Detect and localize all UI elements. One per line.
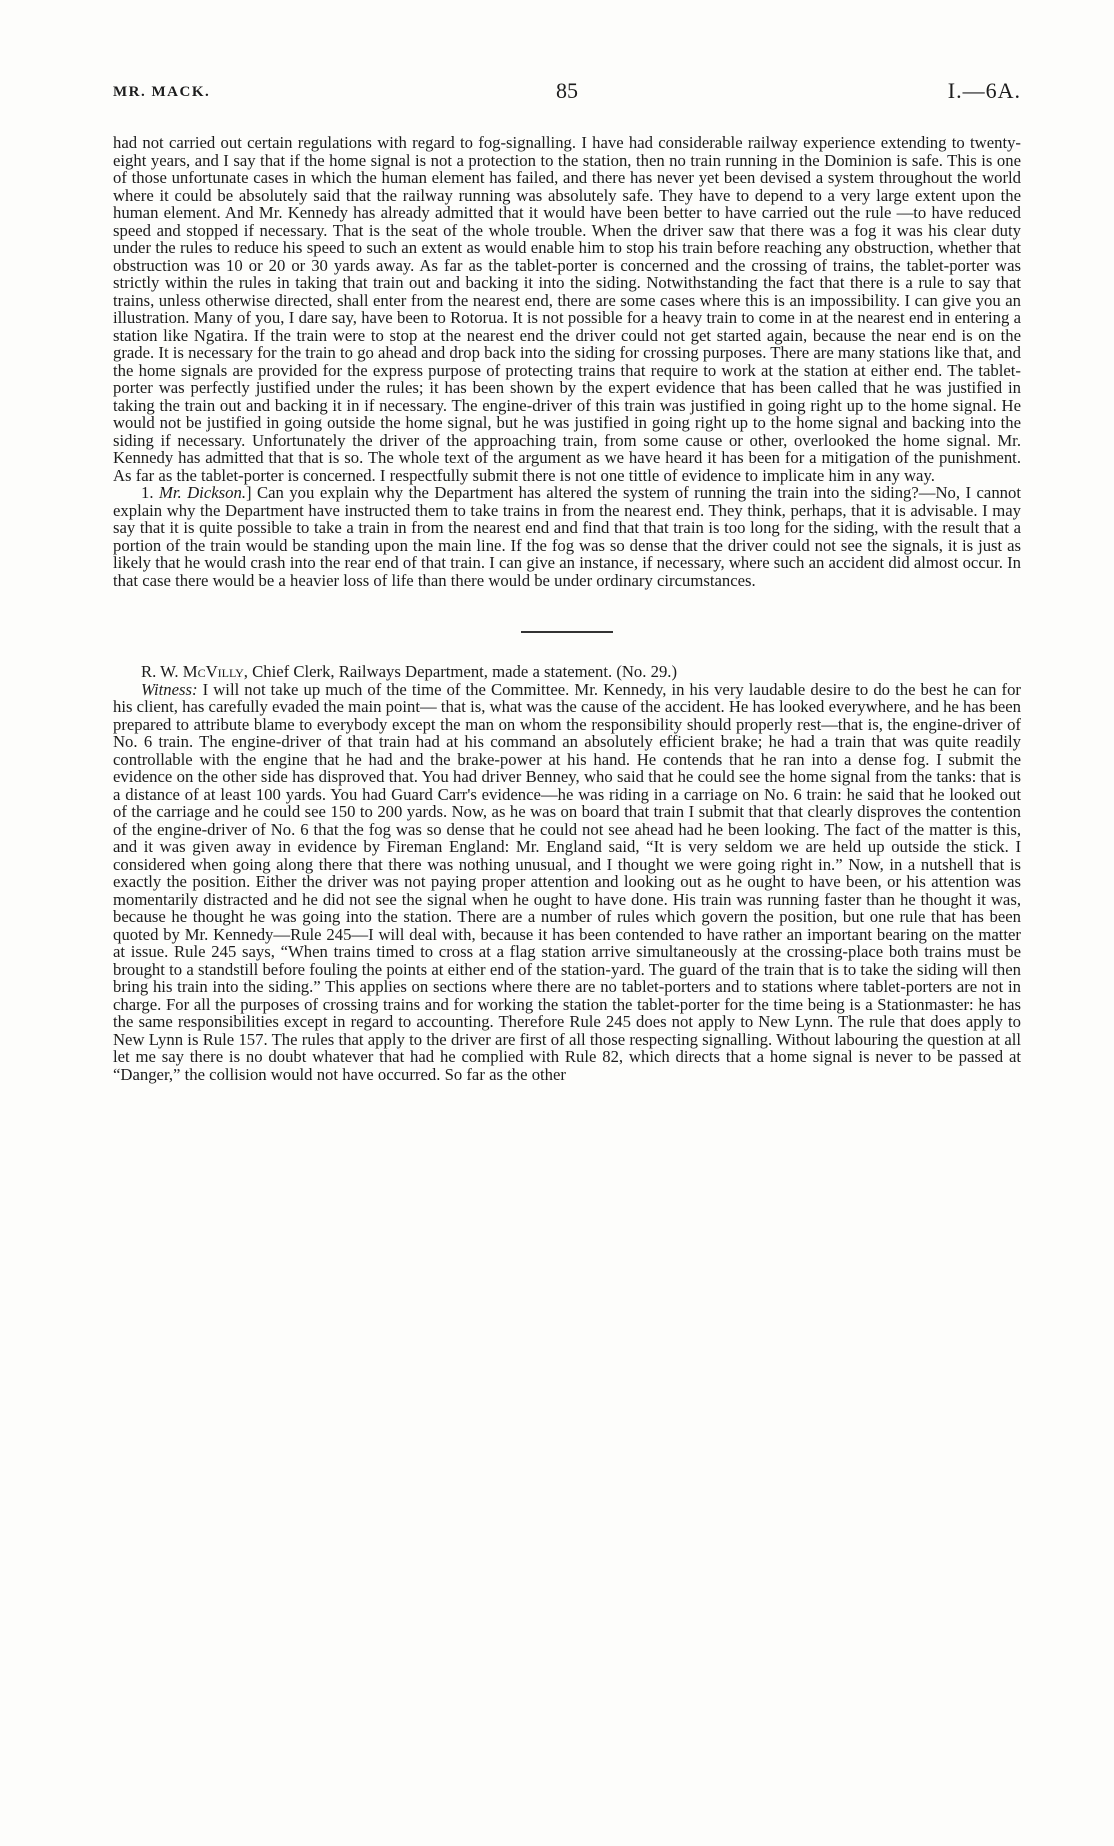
question-number: 1. [141,483,159,502]
witness-statement-text: I will not take up much of the time of the Committee. Mr. Kennedy, in his very laudable desire to do the best he can for his client, has carefully evaded the main point— that is, what was the cause of the accident. He has looked everywhere, and he has been prepared to attribute blame to everybody except the man on whom the responsibility should properly rest—that is, the engine-driver of No. 6 train. The engine-driver of that train had at his command an absolutely efficient brake; he had a train that was quite readily controllable with the engine that he had and the brake-power at his hand. He contends that he ran into a dense fog. I submit the evidence on the other side has disproved that. You had driver Benney, who said that he could see the home signal from the tanks: that is a distance of at least 100 yards. You had Guard Carr's evidence—he was riding in a carriage on No. 6 train: he said that he looked out of the carriage and he could see 150 to 200 yards. Now, as he was on board that train I submit that that clearly disproves the contention of the engine-driver of No. 6 that the fog was so dense that he could not see ahead had he been looking. The fact of the matter is this, and it was given away in evidence by Fireman England: Mr. England said, “It is very seldom we are held up outside the stick. I considered when going along there that there was nothing unusual, and I thought we were going right in.” Now, in a nutshell that is exactly the position. Either the driver was not paying proper attention and looking out as he ought to have been, or his attention was momentarily distracted and he did not see the signal when he ought to have done. His train was running faster than he thought it was, because he thought he was going into the station. There are a number of rules which govern the position, but one rule that has been quoted by Mr. Kennedy—Rule 245—I will deal with, because it has been contended to have rather an important bearing on the matter at issue. Rule 245 says, “When trains timed to cross at a flag station arrive simultaneously at the crossing-place both trains must be brought to a standstill before fouling the points at either end of the station-yard. The guard of the train that is to take the siding will then bring his train into the siding.” This applies on sections where there are no tablet-porters and to stations where tablet-porters are not in charge. For all the purposes of crossing trains and for working the station the tablet-porter for the time being is a Stationmaster: he has the same responsibilities except in regard to accounting. Therefore Rule 245 does not apply to New Lynn. The rule that does apply to New Lynn is Rule 157. The rules that apply to the driver are first of all those respecting signalling. Without labouring the question at all let me say there is no doubt whatever that had he complied with Rule 82, which directs that a home signal is never to be passed at “Danger,” the collision would not have occurred. So far as the other [113,679,1021,1084]
section-divider [521,631,613,633]
witness-statement [113,681,1021,1084]
speaker-description: Chief Clerk, Railways Department, made a statement. (No. 29.) [247,662,678,681]
speaker-name: R. W. McVilly, [141,662,248,681]
statement-heading [113,663,1021,681]
question-answer: ] Can you explain why the Department has altered the system of running the train into the siding?—No, I cannot explain why the Department have instructed them to take trains in from the nearest end. They think, perhaps, that it is advisable. I may say that it is quite possible to take a train in from the nearest end and find that that train is too long for the siding, with the result that a portion of the train would be standing upon the main line. If the fog was so dense that the driver could not see the signals, it is just as likely that he would crash into the rear end of that train. I can give an instance, if necessary, where such an accident did almost occur. In that case there would be a heavier loss of life than there would be under ordinary circumstances. [113,483,1021,590]
header-witness-name: MR. MACK. [113,84,211,100]
witness-label: Witness: [141,679,198,699]
page-header [113,78,1021,108]
question-speaker: Mr. Dickson. [158,483,246,502]
document-reference: I.—6A. [947,78,1021,103]
argument-paragraph: had not carried out certain regulations with regard to fog-signalling. I have had considerable railway experience extending to twenty-eight years, and I say that if the home signal is not a protection to the station, then no train running in the Dominion is safe. This is one of those unfortunate cases in which the human element has failed, and there has never yet been devised a system throughout the world where it could be absolutely said that the railway running was absolutely safe. They have to depend to a very large extent upon the human element. And Mr. Kennedy has already admitted that it would have been better to have carried out the rule —to have reduced speed and stopped if necessary. That is the seat of the whole trouble. When the driver saw that there was a fog it was his clear duty under the rules to reduce his speed to such an extent as would enable him to stop his train before reaching any obstruction, whether that obstruction was 10 or 20 or 30 yards away. As far as the tablet-porter is concerned and the crossing of trains, the tablet-porter was strictly within the rules in taking that train out and backing it into the siding. Notwithstanding the fact that there is a rule to say that trains, unless otherwise directed, shall enter from the nearest end, there are some cases where this is an impossibility. I can give you an illustration. Many of you, I dare say, have been to Rotorua. It is not possible for a heavy train to come in at the nearest end in entering a station like Ngatira. If the train were to stop at the nearest end the driver could not get started again, because the near end is on the grade. It is necessary for the train to go ahead and drop back into the siding for crossing purposes. There are many stations like that, and the home signals are provided for the express purpose of protecting trains that require to work at the station at either end. The tablet-porter was perfectly justified under the rules; it has been shown by the expert evidence that has been called that he was justified in taking the train out and backing it in if necessary. The engine-driver of this train was justified in going right up to the home signal. He would not be justified in going outside the home signal, but he was justified in going right up to the home signal and backing into the siding if necessary. Unfortunately the driver of the approaching train, from some cause or other, overlooked the home signal. Mr. Kennedy has admitted that that is so. The whole text of the argument as we have heard it has been for a mitigation of the punishment. As far as the tablet-porter is concerned. I respectfully submit there is not one tittle of evidence to implicate him in any way. [113,133,1021,485]
page-number: 85 [556,78,578,103]
page-body [113,134,1021,1083]
question-paragraph [113,484,1021,589]
